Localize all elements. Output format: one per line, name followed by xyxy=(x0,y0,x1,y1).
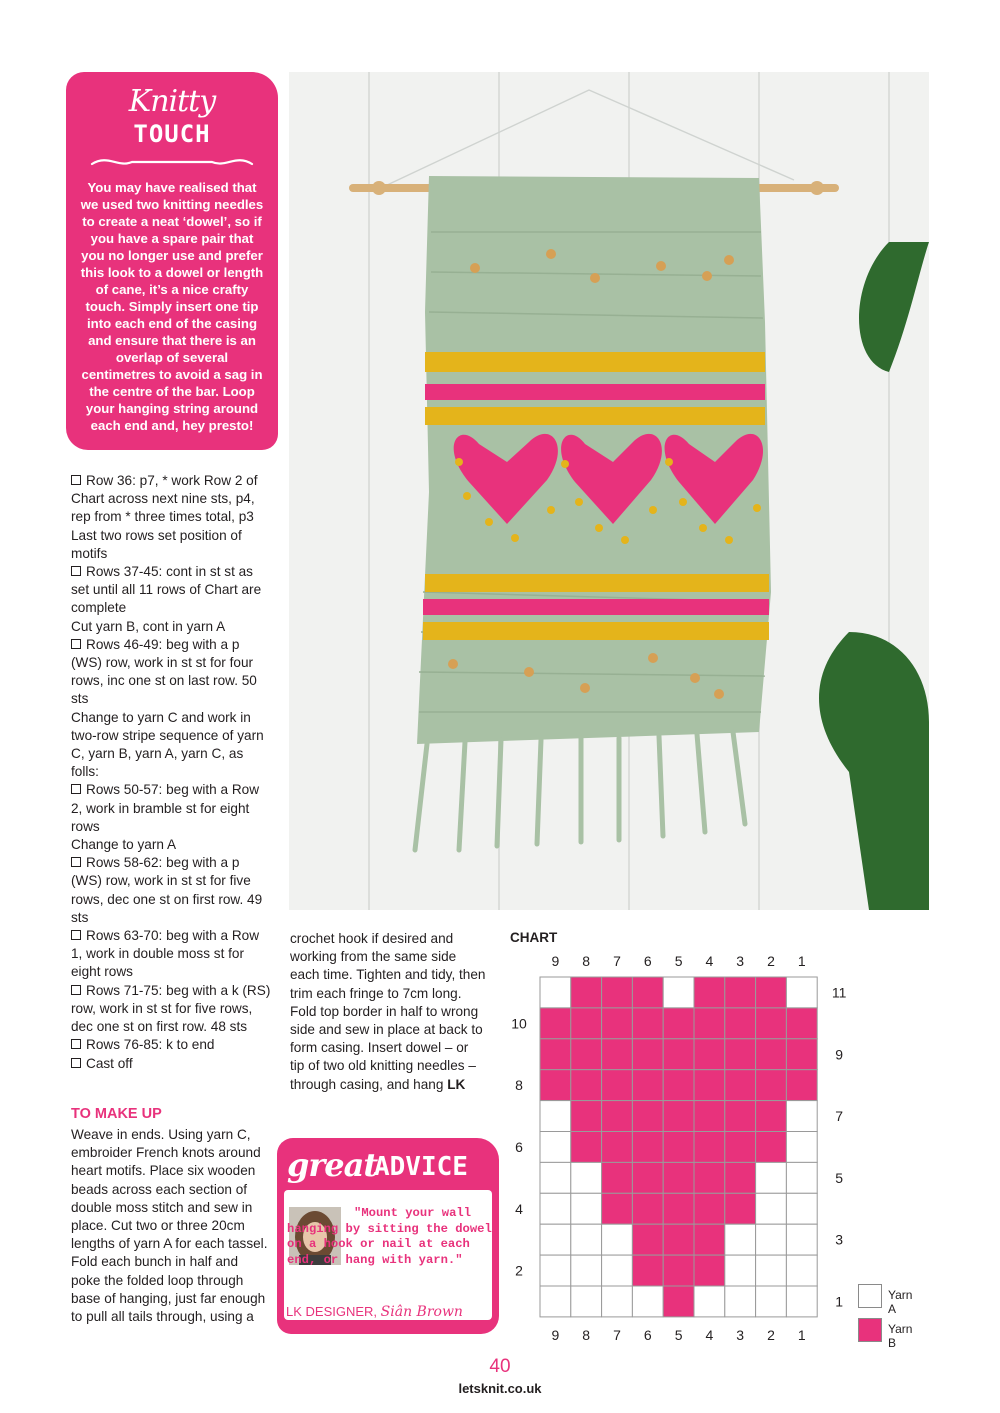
swash-divider-icon xyxy=(88,152,256,170)
chart-cell-yarn-a xyxy=(571,1255,602,1286)
chart-cell-yarn-b xyxy=(663,1070,694,1101)
pattern-line xyxy=(71,527,271,563)
page-number: 40 xyxy=(489,1356,511,1377)
chart-column-label-top: 8 xyxy=(582,953,591,969)
chart-column-label-top: 1 xyxy=(797,953,806,969)
chart-cell-yarn-a xyxy=(756,1286,787,1317)
chart-row-label-right: 1 xyxy=(835,1293,844,1310)
knitty-touch-title: TOUCH xyxy=(133,120,211,148)
chart-cell-yarn-b xyxy=(663,1193,694,1224)
pattern-line-text: Rows 76-85: k to end xyxy=(86,1037,215,1053)
chart-cell-yarn-a xyxy=(756,1255,787,1286)
chart-cell-yarn-b xyxy=(632,1101,663,1132)
pattern-instructions xyxy=(71,472,271,1073)
chart-cell-yarn-b xyxy=(725,1039,756,1070)
chart-cell-yarn-a xyxy=(756,1193,787,1224)
chart-row-label-right: 5 xyxy=(835,1169,844,1186)
chart-cell-yarn-a xyxy=(540,977,571,1008)
chart-cell-yarn-a xyxy=(632,1286,663,1317)
chart-cell-yarn-b xyxy=(632,1070,663,1101)
chart-cell-yarn-a xyxy=(786,1101,817,1132)
chart-cell-yarn-a xyxy=(786,977,817,1008)
chart-row-label-left: 2 xyxy=(515,1262,523,1279)
chart-cell-yarn-a xyxy=(663,977,694,1008)
chart-cell-yarn-a xyxy=(725,1255,756,1286)
pattern-line-text: Change to yarn C and work in two-row stripe sequence of yarn C, yarn B, yarn A, yarn C, as folls: xyxy=(71,709,264,780)
pattern-line-text: Cut yarn B, cont in yarn A xyxy=(71,618,226,634)
chart-column-label-bottom: 4 xyxy=(705,1326,714,1343)
chart-cell-yarn-b xyxy=(694,1255,725,1286)
pattern-line-text: Rows 63-70: beg with a Row 1, work in double moss st for eight rows xyxy=(71,928,260,980)
chart-cell-yarn-a xyxy=(540,1286,571,1317)
chart-cell-yarn-a xyxy=(602,1224,633,1255)
chart-column-label-top: 5 xyxy=(674,953,683,969)
chart-cell-yarn-b xyxy=(694,1193,725,1224)
wall-hanging-photo xyxy=(289,72,929,910)
pattern-line-text: Change to yarn A xyxy=(71,837,177,853)
advice-quote: "Mount your wall hanging by sitting the dowel on a hook or nail at each end, or hang with yarn." xyxy=(287,1206,492,1267)
chart-cell-yarn-b xyxy=(571,1132,602,1163)
chart-cell-yarn-b xyxy=(663,1224,694,1255)
chart-cell-yarn-b xyxy=(632,977,663,1008)
chart-column-label-bottom: 5 xyxy=(674,1326,683,1343)
pattern-line xyxy=(71,1036,271,1054)
chart-cell-yarn-b xyxy=(694,1039,725,1070)
chart-cell-yarn-b xyxy=(663,1008,694,1039)
legend-label: Yarn B xyxy=(888,1322,913,1350)
chart-cell-yarn-b xyxy=(571,1008,602,1039)
make-up-text: Weave in ends. Using yarn C, embroider French knots around heart motifs. Place six wooden beads across each section of double moss stitch and sew in place. Cut two or three 20cm lengths of yarn A for each tassel. Fold each bunch in half and poke the folded loop through base of hanging, just far enough to pull all tails through, using a xyxy=(71,1127,268,1325)
chart-cell-yarn-b xyxy=(602,1101,633,1132)
chart-cell-yarn-b xyxy=(725,1193,756,1224)
chart-cell-yarn-a xyxy=(571,1224,602,1255)
pattern-line-text: Rows 46-49: beg with a p (WS) row, work in st st for four rows, inc one st on last row. 50 sts xyxy=(71,636,257,707)
chart-cell-yarn-a xyxy=(725,1286,756,1317)
chart-cell-yarn-b xyxy=(663,1132,694,1163)
chart-cell-yarn-b xyxy=(602,1070,633,1101)
pattern-line xyxy=(71,563,271,618)
chart-cell-yarn-b xyxy=(694,1070,725,1101)
chart-cell-yarn-b xyxy=(602,1008,633,1039)
checkbox-icon[interactable] xyxy=(71,566,81,576)
chart-column-label-bottom: 6 xyxy=(643,1326,652,1343)
chart-cell-yarn-b xyxy=(786,1008,817,1039)
chart-cell-yarn-b xyxy=(725,1162,756,1193)
pattern-line-text: Row 36: p7, * work Row 2 of Chart across next nine sts, p4, rep from * three times total, p3 xyxy=(71,473,258,525)
chart-cell-yarn-b xyxy=(756,1101,787,1132)
chart-cell-yarn-b xyxy=(694,1132,725,1163)
chart-cell-yarn-b xyxy=(663,1101,694,1132)
checkbox-icon[interactable] xyxy=(71,639,81,649)
pattern-line-text: Last two rows set position of motifs xyxy=(71,527,242,561)
chart-cell-yarn-a xyxy=(756,1162,787,1193)
chart-cell-yarn-a xyxy=(540,1193,571,1224)
chart-column-label-top: 2 xyxy=(767,953,775,969)
chart-cell-yarn-b xyxy=(602,977,633,1008)
chart-row-label-left: 8 xyxy=(515,1077,523,1094)
chart-column-label-bottom: 3 xyxy=(736,1326,745,1343)
chart-cell-yarn-b xyxy=(602,1193,633,1224)
chart-cell-yarn-b xyxy=(756,1008,787,1039)
chart-cell-yarn-a xyxy=(602,1286,633,1317)
wall-hanging-illustration xyxy=(289,72,929,910)
advice-title-script: great xyxy=(287,1146,378,1184)
checkbox-icon[interactable] xyxy=(71,1058,81,1068)
chart-cell-yarn-a xyxy=(786,1193,817,1224)
chart-cell-yarn-b xyxy=(571,1070,602,1101)
make-up-continued-text: crochet hook if desired and working from the same side each time. Tighten and tidy, then trim each fringe to 7cm long. Fold top border in half to wrong side and sew in place at back to form casing. Insert dowel – or tip of two old knitting needles – through casing, and hang xyxy=(290,931,486,1092)
chart-title: CHART xyxy=(510,930,558,945)
chart-cell-yarn-b xyxy=(725,977,756,1008)
chart-cell-yarn-a xyxy=(786,1286,817,1317)
pattern-line xyxy=(71,781,271,836)
chart-cell-yarn-b xyxy=(571,977,602,1008)
checkbox-icon[interactable] xyxy=(71,930,81,940)
chart-column-label-bottom: 7 xyxy=(613,1326,621,1343)
chart-cell-yarn-b xyxy=(632,1224,663,1255)
checkbox-icon[interactable] xyxy=(71,857,81,867)
designer-credit xyxy=(286,1304,463,1320)
knitty-touch-body: You may have realised that we used two knitting needles to create a neat ‘dowel’, so if you have a spare pair that you no longer use and prefer this look to a dowel or length of cane, it’s a nice crafty touch. Simply insert one tip into each end of the casing and ensure that there is an overlap of several centimetres to avoid a sag in the centre of the bar. Loop your hanging string around each end and, hey presto! xyxy=(80,180,264,433)
chart-cell-yarn-b xyxy=(632,1132,663,1163)
chart-cell-yarn-a xyxy=(756,1224,787,1255)
chart-cell-yarn-a xyxy=(540,1224,571,1255)
pattern-line xyxy=(71,927,271,982)
knitty-touch-panel xyxy=(66,72,278,450)
chart-cell-yarn-b xyxy=(602,1039,633,1070)
chart-row-label-right: 3 xyxy=(835,1231,844,1248)
legend-swatch xyxy=(858,1318,882,1342)
pattern-line xyxy=(71,618,271,636)
chart-cell-yarn-b xyxy=(571,1101,602,1132)
chart-row-label-left: 6 xyxy=(515,1138,523,1155)
chart-cell-yarn-a xyxy=(694,1286,725,1317)
chart-row-label-right: 11 xyxy=(831,984,847,1001)
chart-cell-yarn-b xyxy=(602,1162,633,1193)
chart-cell-yarn-b xyxy=(694,1224,725,1255)
designer-label: LK DESIGNER, xyxy=(286,1304,378,1319)
chart-cell-yarn-a xyxy=(725,1224,756,1255)
chart-cell-yarn-b xyxy=(756,1070,787,1101)
chart-column-label-bottom: 1 xyxy=(797,1326,806,1343)
chart-cell-yarn-b xyxy=(632,1193,663,1224)
pattern-line-text: Rows 37-45: cont in st st as set until all 11 rows of Chart are complete xyxy=(71,564,262,616)
chart-cell-yarn-b xyxy=(632,1255,663,1286)
chart-cell-yarn-b xyxy=(571,1039,602,1070)
pattern-line xyxy=(71,709,271,782)
knitty-touch-title-script: Knitty xyxy=(128,84,216,119)
pattern-line-text: Rows 71-75: beg with a k (RS) row, work in st st for five rows, dec one st on first row. 48 sts xyxy=(71,982,271,1035)
pattern-line xyxy=(71,636,271,709)
chart-cell-yarn-a xyxy=(786,1255,817,1286)
chart-cell-yarn-b xyxy=(725,1008,756,1039)
chart-cell-yarn-b xyxy=(663,1039,694,1070)
pattern-line xyxy=(71,472,271,527)
chart-cell-yarn-b xyxy=(725,1132,756,1163)
checkbox-icon[interactable] xyxy=(71,1039,81,1049)
chart-cell-yarn-b xyxy=(725,1070,756,1101)
chart-cell-yarn-b xyxy=(540,1039,571,1070)
chart-cell-yarn-b xyxy=(632,1008,663,1039)
chart-cell-yarn-b xyxy=(663,1286,694,1317)
chart-cell-yarn-b xyxy=(540,1070,571,1101)
chart-cell-yarn-b xyxy=(725,1101,756,1132)
legend-swatch xyxy=(858,1284,882,1308)
chart-cell-yarn-b xyxy=(694,1162,725,1193)
chart-cell-yarn-b xyxy=(694,977,725,1008)
chart-cell-yarn-a xyxy=(540,1162,571,1193)
pattern-line-text: Rows 50-57: beg with a Row 2, work in bramble st for eight rows xyxy=(71,782,260,834)
chart-column-label-top: 7 xyxy=(613,953,621,969)
chart-cell-yarn-a xyxy=(786,1132,817,1163)
chart-column-label-bottom: 2 xyxy=(767,1326,775,1343)
chart-cell-yarn-a xyxy=(540,1132,571,1163)
chart-row-label-left: 10 xyxy=(511,1015,527,1032)
make-up-heading: TO MAKE UP xyxy=(71,1106,162,1122)
pattern-line xyxy=(71,982,271,1037)
chart-row-label-left: 4 xyxy=(515,1200,523,1217)
chart-cell-yarn-a xyxy=(571,1193,602,1224)
chart-cell-yarn-a xyxy=(602,1255,633,1286)
chart-cell-yarn-b xyxy=(632,1039,663,1070)
chart-cell-yarn-a xyxy=(786,1224,817,1255)
chart-row-label-right: 9 xyxy=(835,1046,844,1063)
chart-cell-yarn-b xyxy=(786,1070,817,1101)
chart-cell-yarn-a xyxy=(571,1162,602,1193)
chart-cell-yarn-a xyxy=(540,1101,571,1132)
chart-cell-yarn-b xyxy=(632,1162,663,1193)
chart-cell-yarn-b xyxy=(756,1039,787,1070)
chart-cell-yarn-b xyxy=(663,1255,694,1286)
checkbox-icon[interactable] xyxy=(71,985,81,995)
chart-cell-yarn-b xyxy=(694,1101,725,1132)
chart-cell-yarn-b xyxy=(756,1132,787,1163)
chart-cell-yarn-a xyxy=(571,1286,602,1317)
pattern-line xyxy=(71,854,271,927)
chart-cell-yarn-b xyxy=(602,1132,633,1163)
website-url: letsknit.co.uk xyxy=(458,1381,542,1396)
advice-title: ADVICE xyxy=(374,1152,468,1182)
chart-cell-yarn-b xyxy=(663,1162,694,1193)
heart-chart xyxy=(495,945,850,1355)
end-mark: LK xyxy=(447,1076,466,1092)
pattern-line xyxy=(71,1055,271,1073)
make-up-continued xyxy=(290,930,486,1094)
chart-column-label-top: 4 xyxy=(705,953,714,969)
pattern-line-text: Rows 58-62: beg with a p (WS) row, work in st st for five rows, dec one st on first row. 49 sts xyxy=(71,855,263,925)
chart-cell-yarn-b xyxy=(756,977,787,1008)
chart-cell-yarn-a xyxy=(786,1162,817,1193)
chart-cell-yarn-b xyxy=(540,1008,571,1039)
pattern-line xyxy=(71,836,271,854)
chart-column-label-top: 9 xyxy=(551,953,560,969)
designer-name: Siân Brown xyxy=(380,1304,463,1320)
checkbox-icon[interactable] xyxy=(71,784,81,794)
pattern-line-text: Cast off xyxy=(86,1055,133,1071)
checkbox-icon[interactable] xyxy=(71,475,81,485)
chart-column-label-bottom: 9 xyxy=(551,1326,560,1343)
chart-column-label-top: 3 xyxy=(736,953,745,969)
legend-label: Yarn A xyxy=(888,1288,913,1316)
chart-column-label-top: 6 xyxy=(643,953,652,969)
chart-cell-yarn-b xyxy=(786,1039,817,1070)
chart-row-label-right: 7 xyxy=(835,1108,844,1125)
chart-cell-yarn-a xyxy=(540,1255,571,1286)
chart-column-label-bottom: 8 xyxy=(582,1326,591,1343)
chart-cell-yarn-b xyxy=(694,1008,725,1039)
